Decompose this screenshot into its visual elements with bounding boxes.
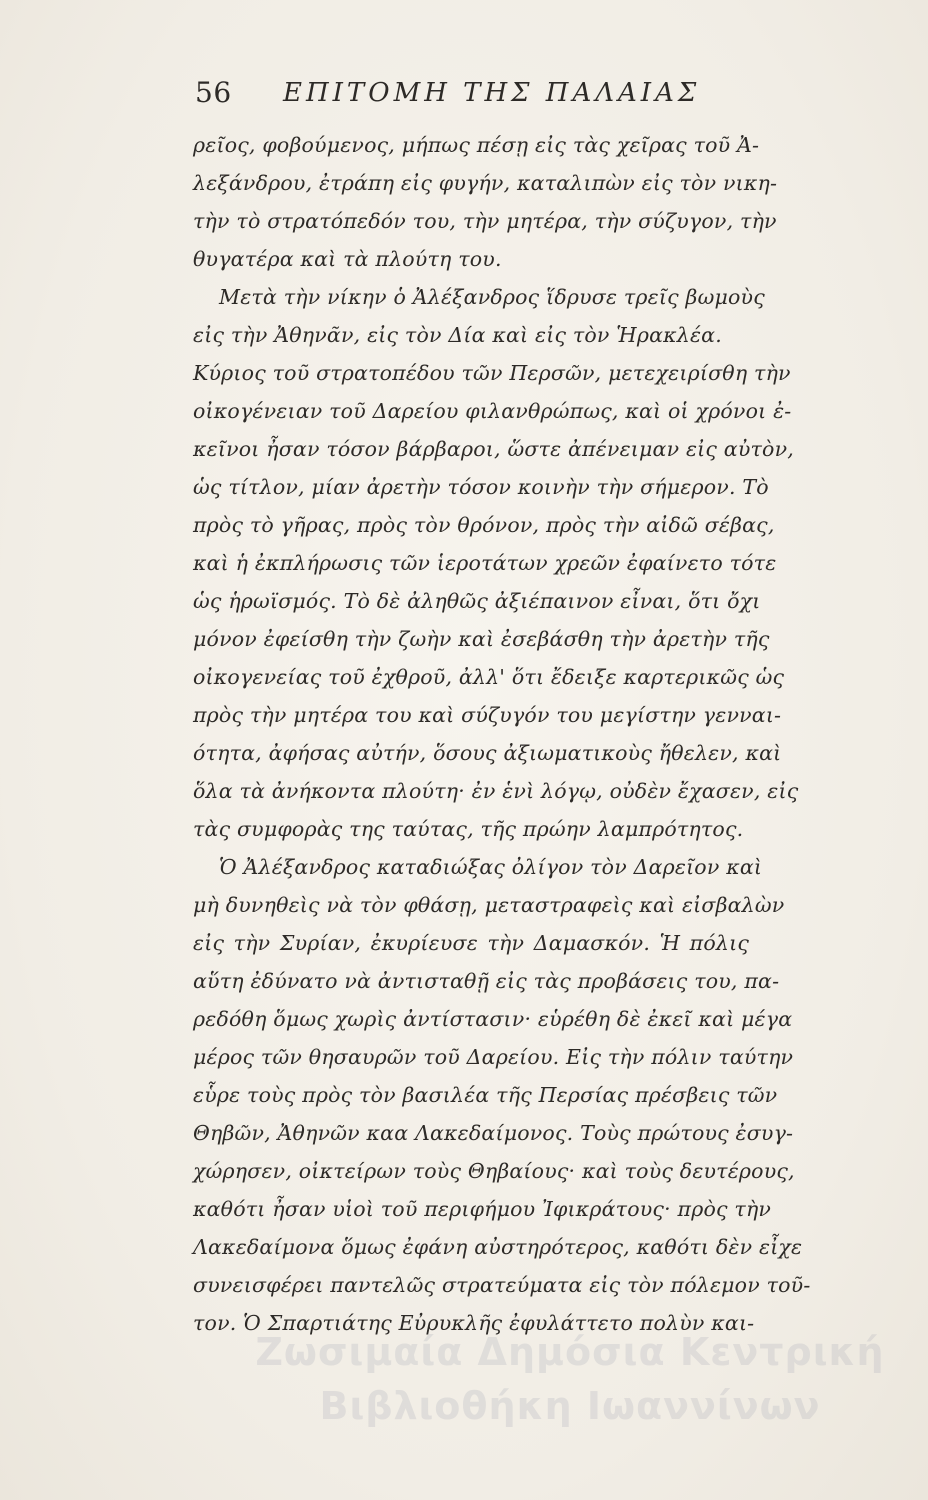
text-line: μὴ δυνηθεὶς νὰ τὸν φθάσῃ, μεταστραφεὶς καὶ εἰσβαλὼν <box>193 893 785 917</box>
text-line: πρὸς τὴν μητέρα του καὶ σύζυγόν του μεγίστην γενναι- <box>193 703 782 727</box>
text-line: μέρος τῶν θησαυρῶν τοῦ Δαρείου. Εἰς τὴν πόλιν ταύτην <box>193 1045 794 1069</box>
page-header <box>195 76 755 116</box>
text-line: ὡς ἡρωϊσμός. Τὸ δὲ ἀληθῶς ἀξιέπαινον εἶναι, ὅτι ὄχι <box>193 589 761 613</box>
text-line: εἰς τὴν Συρίαν, ἐκυρίευσε τὴν Δαμασκόν. Ἡ πόλις <box>193 931 749 955</box>
text-line: μόνον ἐφείσθη τὴν ζωὴν καὶ ἐσεβάσθη τὴν ἀρετὴν τῆς <box>193 627 770 651</box>
page-number: 56 <box>195 76 232 109</box>
text-line: Λακεδαίμονα ὅμως ἐφάνη αὐστηρότερος, καθότι δὲν εἶχε <box>193 1235 803 1259</box>
text-line: τὰς συμφορὰς της ταύτας, τῆς πρώην λαμπρότητος. <box>193 817 744 841</box>
text-line: χώρησεν, οἰκτείρων τοὺς Θηβαίους· καὶ τοὺς δευτέρους, <box>193 1159 795 1183</box>
text-line: ρεδόθη ὅμως χωρὶς ἀντίστασιν· εὑρέθη δὲ ἐκεῖ καὶ μέγα <box>193 1007 793 1031</box>
text-line: ότητα, ἀφήσας αὐτήν, ὅσους ἀξιωματικοὺς ἤθελεν, καὶ <box>193 741 782 765</box>
text-line: τον. Ὁ Σπαρτιάτης Εὐρυκλῆς ἐφυλάττετο πολὺν και- <box>193 1311 755 1335</box>
text-line: εἰς τὴν Ἀθηνᾶν, εἰς τὸν Δία καὶ εἰς τὸν Ἡρακλέα. <box>193 323 722 347</box>
text-line: οἰκογένειαν τοῦ Δαρείου φιλανθρώπως, καὶ οἱ χρόνοι ἐ- <box>193 399 792 423</box>
text-line: ρεῖος, φοβούμενος, μήπως πέσῃ εἰς τὰς χεῖρας τοῦ Ἀ- <box>193 133 760 157</box>
text-line: θυγατέρα καὶ τὰ πλούτη του. <box>193 247 502 271</box>
text-line: κεῖνοι ἦσαν τόσον βάρβαροι, ὥστε ἀπένειμαν εἰς αὐτὸν, <box>193 437 794 461</box>
body-text <box>193 126 811 1366</box>
text-line: Κύριος τοῦ στρατοπέδου τῶν Περσῶν, μετεχειρίσθη τὴν <box>193 361 791 385</box>
text-line: λεξάνδρου, ἐτράπη εἰς φυγήν, καταλιπὼν εἰς τὸν νικη- <box>193 171 778 195</box>
text-line: Μετὰ τὴν νίκην ὁ Ἀλέξανδρος ἵδρυσε τρεῖς βωμοὺς <box>219 285 765 309</box>
text-line: συνεισφέρει παντελῶς στρατεύματα εἰς τὸν πόλεμον τοῦ- <box>193 1273 811 1297</box>
text-line: Θηβῶν, Ἀθηνῶν καα Λακεδαίμονος. Τοὺς πρώτους ἐσυγ- <box>193 1121 794 1145</box>
text-line: πρὸς τὸ γῆρας, πρὸς τὸν θρόνον, πρὸς τὴν αἰδῶ σέβας, <box>193 513 775 537</box>
text-line: οἰκογενείας τοῦ ἐχθροῦ, ἀλλ' ὅτι ἔδειξε καρτερικῶς ὡς <box>193 665 785 689</box>
text-line: εὗρε τοὺς πρὸς τὸν βασιλέα τῆς Περσίας πρέσβεις τῶν <box>193 1083 778 1107</box>
text-line: ὅλα τὰ ἀνήκοντα πλούτη· ἐν ἑνὶ λόγῳ, οὐδὲν ἔχασεν, εἰς <box>193 779 799 803</box>
running-title: ΕΠΙΤΟΜΗ ΤΗΣ ΠΑΛΑΙΑΣ <box>283 78 701 108</box>
text-line: τὴν τὸ στρατόπεδόν του, τὴν μητέρα, τὴν σύζυγον, τὴν <box>193 209 777 233</box>
text-line: καὶ ἡ ἐκπλήρωσις τῶν ἱεροτάτων χρεῶν ἐφαίνετο τότε <box>193 551 777 575</box>
library-watermark-line2: Βιβλιοθήκη Ιωαννίνων <box>319 1384 821 1428</box>
text-line: ὡς τίτλον, μίαν ἀρετὴν τόσον κοινὴν τὴν σήμερον. Τὸ <box>193 475 769 499</box>
text-line: αὕτη ἐδύνατο νὰ ἀντισταθῇ εἰς τὰς προβάσεις του, πα- <box>193 969 780 993</box>
text-line: Ὁ Ἀλέξανδρος καταδιώξας ὀλίγον τὸν Δαρεῖον καὶ <box>219 855 763 879</box>
library-watermark-line1: Ζωσιμαία Δημόσια Κεντρική <box>255 1330 885 1374</box>
text-line: καθότι ἦσαν υἱοὶ τοῦ περιφήμου Ἰφικράτους· πρὸς τὴν <box>193 1197 772 1221</box>
